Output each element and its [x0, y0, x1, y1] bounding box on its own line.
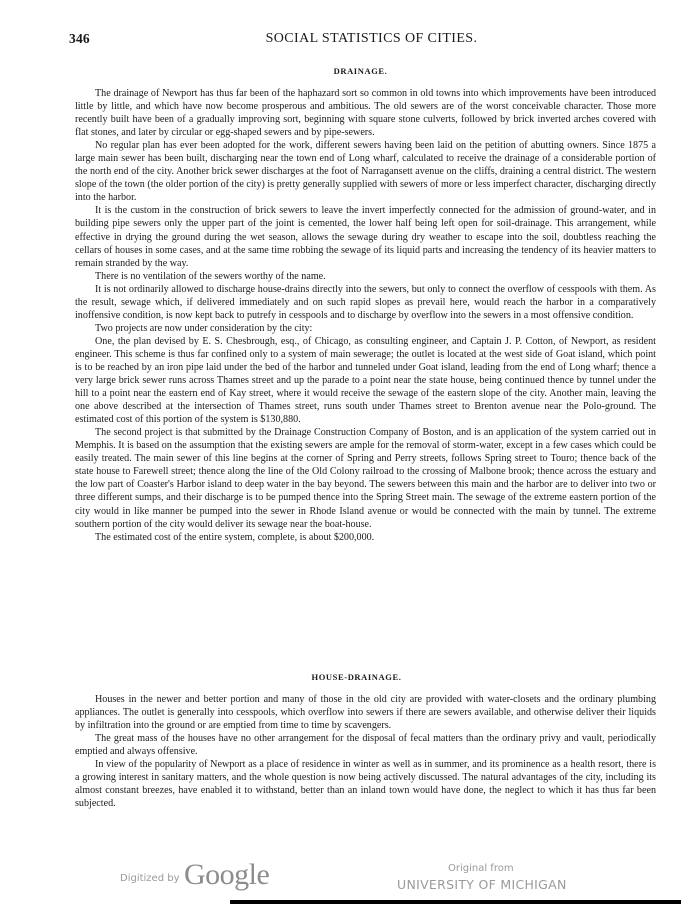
original-from-label: Original from: [448, 863, 514, 874]
paragraph: No regular plan has ever been adopted for the work, different sewers having been laid on the petition of abutting owners. Since 1875 a large main sewer has been built, discharging near the town end of Long wharf, calculated to receive the drainage of a considerable portion of the north end of the city. Another brick sewer discharges at the foot of Narragansett avenue on the cliffs, draining a central district. The western slope of the town (the older portion of the city) is pretty generally supplied with sewers of more or less imperfect character, discharging directly into the harbor.: [75, 140, 656, 204]
section-body-drainage: [75, 87, 656, 544]
paragraph: In view of the popularity of Newport as a place of residence in winter as well as in summer, and its prominence as a health resort, there is a growing interest in sanitary matters, and the whole question is now being actively discussed. The natural advantages of the city, including its almost constant breezes, have enabled it to withstand, better than an inland town would have done, the neglect to which it has thus far been subjected.: [75, 759, 656, 810]
paragraph: One, the plan devised by E. S. Chesbrough, esq., of Chicago, as consulting engineer, and Captain J. P. Cotton, of Newport, as resident engineer. This scheme is thus far confined only to a system of main sewerage; the outlet is located at the west side of Goat island, which point is to be reached by an iron pipe laid under the bed of the harbor and tunneled under Goat island, leading from the end of Long wharf; thence a very large brick sewer runs across Thames street and up the parade to a point near the state house, being continued thence by tunnel under the hill to a point near the eastern end of Kay street, where it would receive the sewage of the eastern slope of the city. Another main, leaving the one above described at the intersection of Thames street, runs south under Thames street to Brenton avenue near the Polo-ground. The estimated cost of this portion of the system is $130,880.: [75, 335, 656, 426]
paragraph: There is no ventilation of the sewers worthy of the name.: [95, 270, 326, 282]
running-head: [0, 31, 681, 47]
paragraph: The estimated cost of the entire system, complete, is about $200,000.: [95, 531, 375, 543]
paragraph: Houses in the newer and better portion and many of those in the old city are provided with water-closets and the ordinary plumbing appliances. The outlet is generally into cesspools, which overflow into sewers if there are sewers available, and otherwise deliver their liquids by infiltration into the ground or are emptied from time to time by scavengers.: [75, 694, 656, 732]
paragraph: The great mass of the houses have no other arrangement for the disposal of fecal matters than the ordinary privy and vault, periodically emptied and always offensive.: [75, 733, 656, 758]
digitization-footer: [0, 852, 681, 904]
section-body-house-drainage: [75, 693, 656, 810]
page-number: 346: [69, 31, 90, 46]
paragraph: It is not ordinarily allowed to discharge house-drains directly into the sewers, but only to connect the overflow of cesspools with them. As the result, sewage which, if delivered immediately and on such rapid slopes as prevail here, would reach the harbor in a comparatively inoffensive condition, is now kept back to putrefy in cesspools and to discharge by overflow into the sewers in a most offensive condition.: [75, 283, 656, 321]
scan-edge-bar: [230, 900, 681, 904]
institution-name: UNIVERSITY OF MICHIGAN: [397, 877, 567, 892]
paragraph: It is the custom in the construction of brick sewers to leave the invert imperfectly connected for the admission of ground-water, and in building pipe sewers only the upper part of the joint is cemented, the lower half being left open for soil-drainage. This arrangement, while effective in drying the ground during the wet season, allows the sewage during dry weather to escape into the soil, doubtless reaching the cellars of houses in some cases, and at the same time robbing the sewage of its liquid parts and increasing the tendency of its heavier matters to remain stranded by the way.: [75, 205, 656, 269]
paragraph: The drainage of Newport has thus far been of the haphazard sort so common in old towns into which improvements have been introduced little by little, and which have now become prosperous and ambitious. The old sewers are of the worst conceivable character. Those more recently built have been of a gradually improving sort, beginning with square stone culverts, followed by brick inverted arches covered with flat stones, and later by circular or egg-shaped sewers and by pipe-sewers.: [75, 88, 656, 139]
digitized-by-label: Digitized by: [120, 873, 180, 884]
section-title-drainage: DRAINAGE.: [333, 66, 388, 76]
google-logo: Google: [184, 858, 270, 891]
paragraph: The second project is that submitted by the Drainage Construction Company of Boston, and is an application of the system carried out in Memphis. It is based on the assumption that the existing sewers are ample for the removal of storm-water, except in a few cases which could be easily treated. The main sewer of this line begins at the corner of Spring and Perry streets, follows Spring street to Touro; thence back of the state house to Farewell street; thence along the line of the Old Colony railroad to the crossing of Malbone brook; thence across the estuary and the low part of Coaster's Harbor island to deep water in the bay beyond. The sewers between this main and the harbor are to deliver into two or three different sumps, and their discharge is to be pumped thence into the Spring Street main. The sewage of the extreme eastern portion of the city would in like manner be pumped into the sewer in Rhode Island avenue or would be connected with the main by tunnel. The extreme southern portion of the city would deliver its sewage near the boat-house.: [75, 427, 656, 530]
paragraph: Two projects are now under consideration by the city:: [95, 322, 313, 334]
running-title: SOCIAL STATISTICS OF CITIES.: [265, 31, 478, 46]
section-title-house-drainage: HOUSE-DRAINAGE.: [311, 672, 402, 682]
